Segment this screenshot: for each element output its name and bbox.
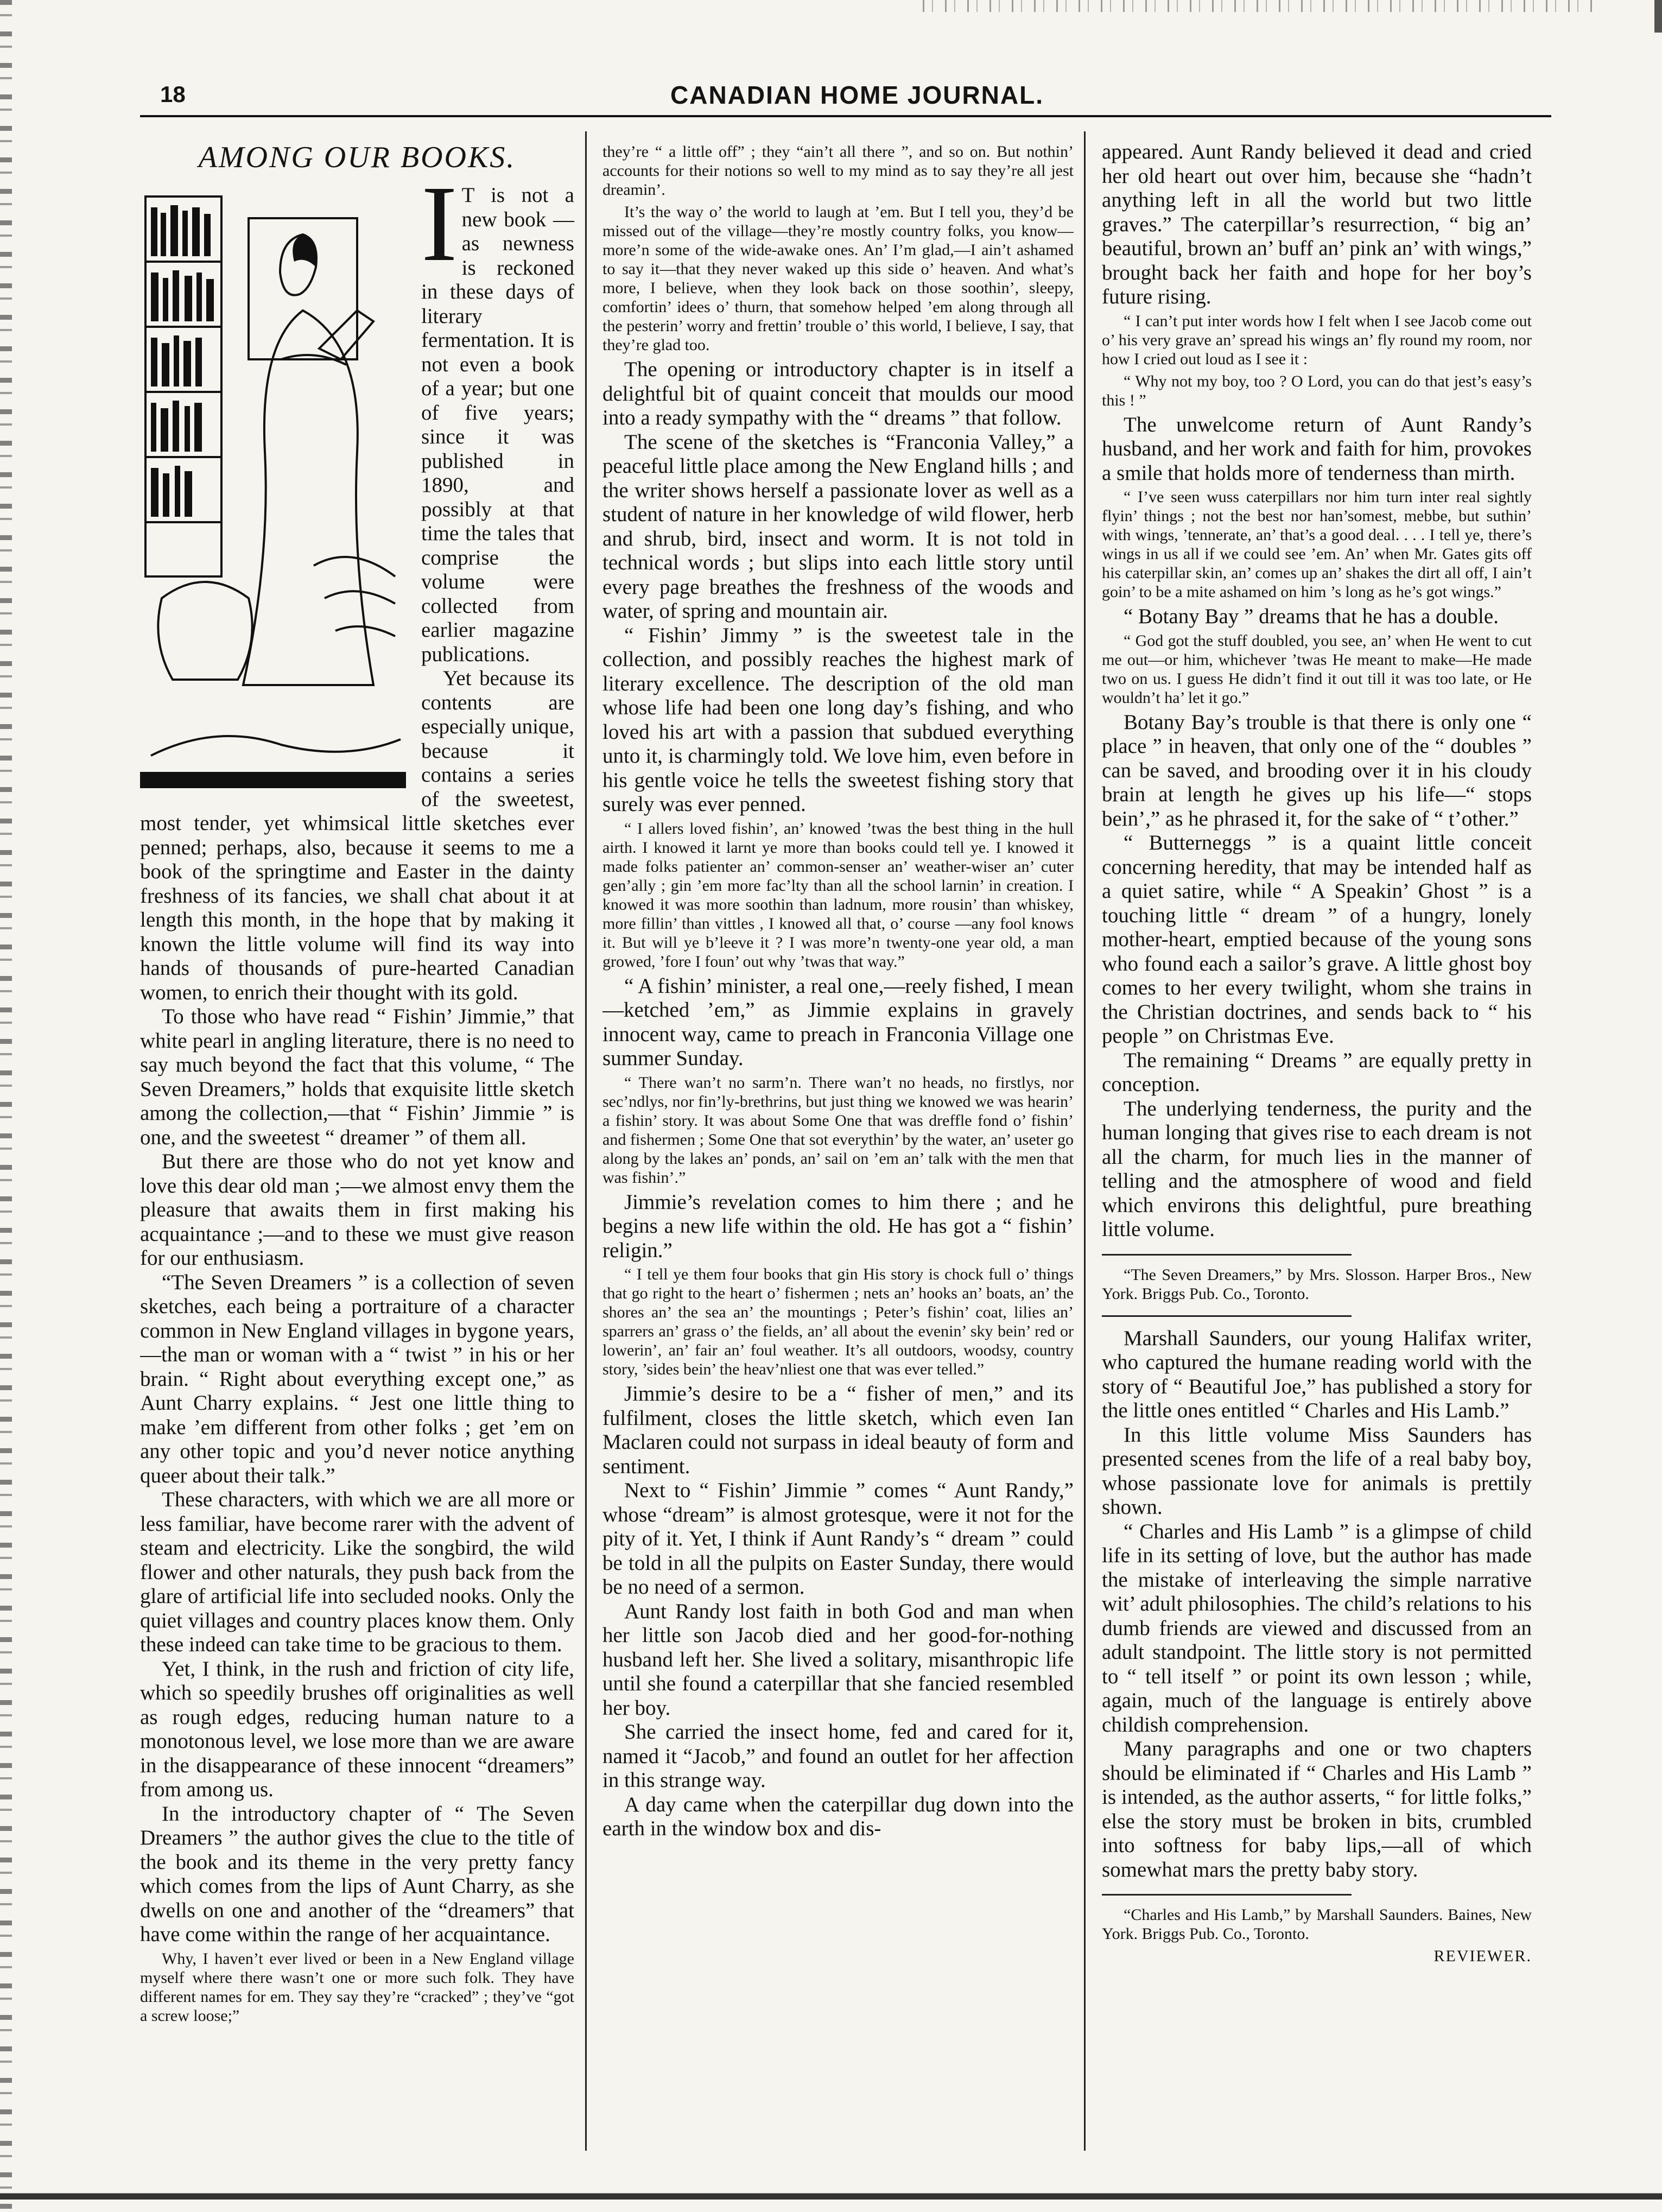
header-rule [140,115,1551,117]
quotation: “ I allers loved fishin’, an’ knowed ’twas the best thing in the hull airth. I knowed it larnt ye more than books could tell ye. I knowed it made folks patienter an’ common-senser an’ weather-wiser an’ cuter gen’ally ; gin ’em more fac’lty than all the school larnin’ in creation. I knowed it was more soothin than ladnum, more rousin’ than whiskey, more fillin’ than vittles , I knowed all that, o’ course —any fool knows it. But will ye b’leeve it ? I was more’n twenty-one year old, a man growed, ’fore I foun’ out why ’twas that way.” [602,819,1074,971]
reviewer-signature: REVIEWER. [1433,1947,1532,1965]
paragraph: Botany Bay’s trouble is that there is only one “ place ” in heaven, that only one of the “ doubles ” can be saved, and brooding over it in his cloudy brain at length he gives up his life—“ stops bein’,” as he phrased it, for the sake of “ t’other.” [1102,710,1532,831]
quotation: “ There wan’t no sarm’n. There wan’t no heads, no firstlys, nor sec’ndlys, nor fin’ly-brethrins, but just thing we knowed we was hearin’ a fishin’ story. It was about Some One that was dreffle fond o’ fishin’ and fishermen ; Some One that sot everythin’ by the water, an’ useter go along by the lakes an’ ponds, an’ sail on ’em an’ talk with the men that was fishin’.” [602,1073,1074,1187]
quotation: “ God got the stuff doubled, you see, an’ when He went to cut me out—or him, whichever ’twas He meant to make—He made two on us. I guess He didn’t find it out till it was too late, or He wouldn’t ha’ let it go.” [1102,631,1532,707]
paragraph: “ Butterneggs ” is a quaint little conceit concerning heredity, that may be intended half as a quiet satire, while “ A Speakin’ Ghost ” is a touching little “ dream ” of a hungry, lonely mother-heart, emptied because of the young sons who found each a sailor’s grave. A little ghost boy comes to her every twilight, whom she trains in the Christian doctrines, and sends back to “ his people ” on Christmas Eve. [1102,831,1532,1048]
column-2 [602,140,1074,2148]
book-note-rule [1102,1254,1352,1256]
page-number: 18 [160,81,186,107]
running-head: CANADIAN HOME JOURNAL. [670,81,1044,109]
paragraph: Next to “ Fishin’ Jimmie ” comes “ Aunt Randy,” whose “dream” is almost grotesque, were it not for the pity of it. Yet, I think if Aunt Randy’s “ dream ” could be told in all the pulpits on Easter Sunday, there would be no need of a sermon. [602,1479,1074,1599]
scan-edge-left [0,0,12,2212]
paragraph: In this little volume Miss Saunders has presented scenes from the life of a real baby boy, whose passionate love for animals is prettily shown. [1102,1423,1532,1519]
column-3 [1102,140,1532,2148]
scan-noise-top [923,0,1596,12]
paragraph: The remaining “ Dreams ” are equally pretty in conception. [1102,1048,1532,1096]
quotation: “ Why not my boy, too ? O Lord, you can do that jest’s easy’s this ! ” [1102,372,1532,409]
drop-cap: I [421,164,458,284]
paragraph: To those who have read “ Fishin’ Jimmie,” that white pearl in angling literature, there is no need to say much beyond the fact that this volume, “ The Seven Dreamers,” holds that exquisite little sketch among the collection,—that “ Fishin’ Jimmie ” is one, and the sweetest “ dreamer ” of them all. [140,1005,574,1149]
paragraph: “The Seven Dreamers ” is a collection of seven sketches, each being a portraiture of a character common in New England villages in bygone years,—the man or woman with a “ twist ” in his or her brain. “ Right about everything except one,” as Aunt Charry explains. “ Jest one little thing to make ’em different from other folks ; get ’em on any other topic and you’d never notice anything queer about their talk.” [140,1270,574,1487]
quotation: It’s the way o’ the world to laugh at ’em. But I tell you, they’d be missed out of the village—they’re mostly country folks, you know—more’n some of the wide-awake ones. An’ I’m glad,—I ain’t ashamed to say it—that they never waked up this side o’ heaven. And what’s more, I believe, when they look back on those soothin’, sleepy, comfortin’ idees o’ thurn, that somehow helped ’em along through all the pesterin’ worry and frettin’ trouble o’ this world, I believe, I say, that they’re glad too. [602,203,1074,354]
paragraph: Jimmie’s desire to be a “ fisher of men,” and its fulfilment, closes the little sketch, which even Ian Maclaren could not surpass in ideal beauty of form and sentiment. [602,1382,1074,1478]
reading-woman-illustration [140,186,406,799]
paragraph: “ A fishin’ minister, a real one,—reely fished, I mean—ketched ’em,” as Jimmie explains in gravely innocent way, came to preach in Franconia Village one summer Sunday. [602,974,1074,1070]
paragraph: The underlying tenderness, the purity and the human longing that gives rise to each dream is not all the charm, for much lies in the manner of telling and the atmosphere of wood and field which environs this delightful, pure breathing little volume. [1102,1097,1532,1241]
quotation: “ I’ve seen wuss caterpillars nor him turn inter real sightly flyin’ things ; not the best nor han’somest, mebbe, but suthin’ with wings, ’tennerate, an’ that’s a good deal. . . . I tell ye, there’s wings in us all if we could see ’em. An’ when Mr. Gates gits off his caterpillar skin, an’ comes up an’ shakes the dirt all off, I ain’t goin’ to be a mite ashamed on him ’s long as he’s got wings.” [1102,488,1532,601]
quotation: they’re “ a little off” ; they “ain’t all there ”, and so on. But nothin’ accounts for their notions so well to my mind as to say they’re all jest dreamin’. [602,143,1074,199]
paragraph: appeared. Aunt Randy believed it dead and cried her old heart out over him, because she “hadn’t anything left in all the world but two little graves.” The caterpillar’s resurrection, “ big an’ beautiful, brown an’ buff an’ pink an’ with wings,” brought back her faith and hope for her boy’s future rising. [1102,140,1532,308]
paragraph: A day came when the caterpillar dug down into the earth in the window box and dis- [602,1792,1074,1840]
paragraph: These characters, with which we are all more or less familiar, have become rarer with the advent of steam and electricity. Like the songbird, the wild flower and other naturals, they push back from the glare of artificial life into secluded nooks. Only the quiet villages and country places know them. Only these indeed can take time to be gracious to them. [140,1488,574,1656]
quotation: “ I can’t put inter words how I felt when I see Jacob come out o’ his very grave an’ spread his wings an’ fly round my room, nor how I cried out loud as I see it : [1102,312,1532,368]
column-divider-2 [1084,131,1086,2151]
column-divider-1 [585,131,587,2151]
paragraph: The unwelcome return of Aunt Randy’s husband, and her work and faith for him, provokes a smile that holds more of tenderness than mirth. [1102,413,1532,485]
paragraph: In the introductory chapter of “ The Seven Dreamers ” the author gives the clue to the title of the book and its theme in the very pretty fancy which comes from the lips of Aunt Charry, as she dwells on one and another of the “dreamers” that have come within the range of her acquaintance. [140,1802,574,1946]
quotation: “ I tell ye them four books that gin His story is chock full o’ things that go right to the heart o’ fishermen ; nets an’ hooks an’ boats, an’ the shores an’ the sea an’ the mountings ; Peter’s fishin’ coat, lilies an’ sparrers an’ grass o’ the fields, an’ all about the evenin’ sky bein’ red or lowerin’, an’ fair an’ foul weather. It’s all outdoors, woodsy, country story, ’sides bein’ the heav’nliest one that was ever telled.” [602,1265,1074,1378]
paragraph: The opening or introductory chapter is in itself a delightful bit of quaint conceit that moulds our mood into a ready sympathy with the “ dreams ” that follow. [602,358,1074,429]
illustration-drawing [140,186,406,799]
paragraph: Marshall Saunders, our young Halifax writer, who captured the humane reading world with the story of “ Beautiful Joe,” has published a story for the little ones entitled “ Charles and His Lamb.” [1102,1326,1532,1422]
paragraph: She carried the insect home, fed and cared for it, named it “Jacob,” and found an outlet for her affection in this strange way. [602,1720,1074,1792]
paragraph: The scene of the sketches is “Franconia Valley,” a peaceful little place among the New England hills ; and the writer shows herself a passionate lover as well as a student of nature in her knowledge of wild flower, herb and shrub, bird, insect and worm. It is not told in technical words ; but slips into each little story until every page breathes the freshness of the woods and water, of spring and mountain air. [602,430,1074,623]
paragraph: “ Botany Bay ” dreams that he has a double. [1124,605,1499,628]
book-note: “Charles and His Lamb,” by Marshall Saunders. Baines, New York. Briggs Pub. Co., Toronto. [1102,1906,1532,1943]
paragraph: Yet because its contents are especially unique, because it contains a series of the sweetest, most tender, yet whimsical little sketches ever penned; perhaps, also, because it seems to me a book of the springtime and Easter in the dainty freshness of its fancies, we shall chat about it at length this month, in the hope that by making it known the little volume will find its way into hands of thousands of pure-hearted Canadian women, to enrich their thought with its gold. [140,667,574,1004]
paragraph: “ Fishin’ Jimmy ” is the sweetest tale in the collection, and possibly reaches the highest mark of literary excellence. The description of the old man whose life had been one long day’s fishing, and who loved his art with a passion that subdued everything unto it, is charmingly told. We love him, even before in his gentle voice he tells the sweetest fishing story that surely was ever penned. [602,623,1074,816]
book-note-rule [1102,1894,1352,1896]
paragraph: Yet, I think, in the rush and friction of city life, which so speedily brushes off originalities as well as rough edges, reducing human nature to a monotonous level, we lose more than we are aware in the disappearance of these innocent “dreamers” from among us. [140,1657,574,1801]
paragraph: Many paragraphs and one or two chapters should be eliminated if “ Charles and His Lamb ” is intended, as the author asserts, “ for little folks,” else the story must be broken in bits, crumbled into softness for baby lips,—all of which somewhat mars the pretty baby story. [1102,1737,1532,1881]
section-rule [1102,1315,1352,1317]
paragraph: But there are those who do not yet know and love this dear old man ;—we almost envy them the pleasure that awaits them in first making his acquaintance ;—and to these we must give reason for our enthusiasm. [140,1150,574,1270]
paragraph: Aunt Randy lost faith in both God and man when her little son Jacob died and her good-for-nothing husband left her. She lived a solitary, misanthropic life until she found a caterpillar that she fancied resembled her boy. [602,1599,1074,1720]
scan-edge-bottom [0,2186,1662,2212]
quotation: Why, I haven’t ever lived or been in a New England village myself where there wasn’t one or more such folk. They have different names for em. They say they’re “cracked” ; they’ve “got a screw loose;” [140,1949,574,2025]
paragraph: T is not a new book —as newness is reckoned in these days of literary fermentation. It is not even a book of a year; but one of five years; since it was published in 1890, and possibly at that time the tales that comprise the volume were collected from earlier magazine publications. [421,183,574,666]
column-1 [140,140,574,2148]
scan-edge-right [1654,0,1662,33]
book-note: “The Seven Dreamers,” by Mrs. Slosson. Harper Bros., New York. Briggs Pub. Co., Toronto. [1102,1265,1532,1303]
paragraph: “ Charles and His Lamb ” is a glimpse of child life in its setting of love, but the author has made the mistake of interleaving the simple narrative wit’ adult philosophies. The child’s relations to his dumb friends are viewed and discussed from an adult standpoint. The little story is not permitted to “ tell itself ” or point its own lesson ; while, again, much of the language is entirely above childish comprehension. [1102,1519,1532,1736]
paragraph: Jimmie’s revelation comes to him there ; and he begins a new life within the old. He has got a “ fishin’ religin.” [602,1190,1074,1262]
section-title: AMONG OUR BOOKS. [198,141,516,174]
